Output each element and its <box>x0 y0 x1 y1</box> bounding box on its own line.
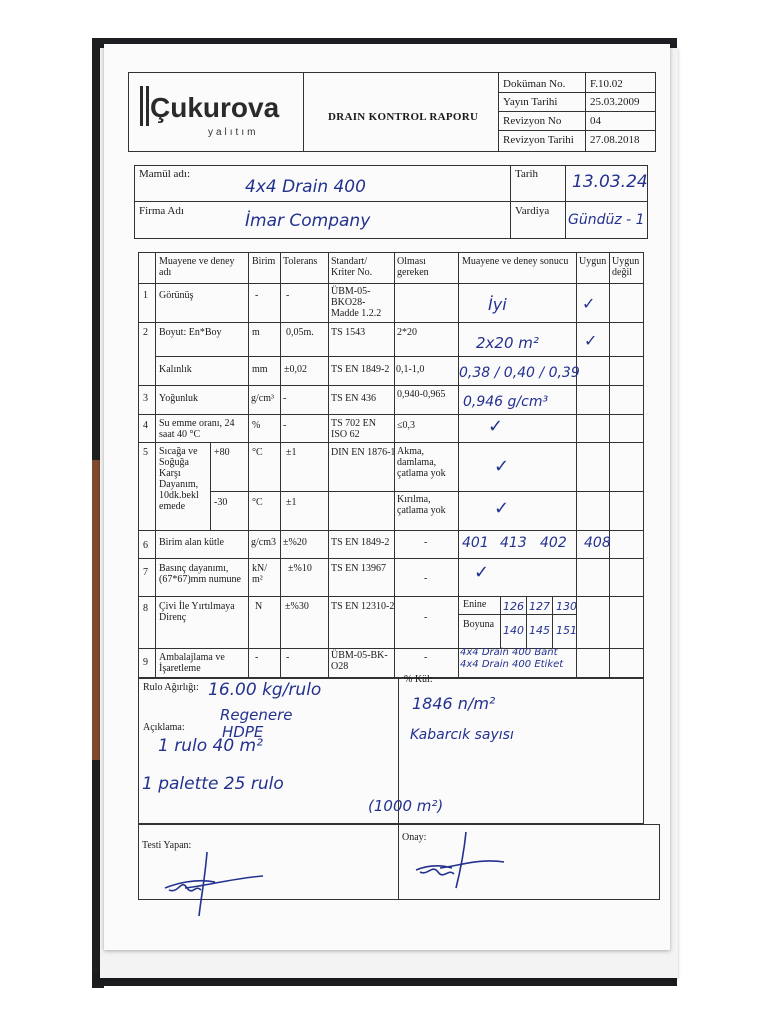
row-std: TS 1543 <box>331 327 366 338</box>
row-result-check: ✓ <box>488 416 504 437</box>
th-ok: Uygun <box>579 256 607 267</box>
temp-cold: -30 <box>214 497 228 508</box>
density-result-3: 402 <box>540 535 567 551</box>
row-std: TS EN 1849-2 <box>331 537 390 548</box>
header-row-line <box>498 111 656 112</box>
row-exp: ≤0,3 <box>397 420 415 431</box>
enine-value: 130 <box>556 600 577 613</box>
boyuna-value: 151 <box>556 624 577 637</box>
row-name: Kalınlık <box>159 364 192 375</box>
sub-col-line <box>526 596 527 648</box>
note-kabarcik: Kabarcık sayısı <box>410 727 514 743</box>
report-title: DRAIN KONTROL RAPORU <box>328 111 479 123</box>
row-exp-cold: Kırılma, çatlama yok <box>397 494 446 516</box>
row-tol: - <box>286 290 290 301</box>
th-result: Muayene ve deney sonucu <box>462 256 569 267</box>
doc-value-1: 25.03.2009 <box>590 96 640 108</box>
doc-label-3: Revizyon Tarihi <box>503 134 574 146</box>
row-unit: mm <box>252 364 268 375</box>
row-tol: ±%10 <box>288 563 312 574</box>
row-tol: ±%30 <box>285 601 309 612</box>
header-divider <box>303 72 304 152</box>
boyuna-value: 140 <box>503 624 524 637</box>
row-tol: ±0,02 <box>284 364 307 375</box>
row-unit: - <box>255 652 259 663</box>
row-line <box>138 442 644 443</box>
row-std: ÜBM-05-BK-O28 <box>331 650 388 672</box>
company-value: İmar Company <box>245 211 371 231</box>
note-count: 1846 n/m² <box>412 694 496 713</box>
note-hdpe: HDPE <box>222 723 264 741</box>
tester-label: Testi Yapan: <box>142 840 192 851</box>
col-line <box>328 252 329 678</box>
row-unit: °C <box>252 447 263 458</box>
row-name: Yoğunluk <box>159 393 198 404</box>
row-name: Sıcağa ve Soğuğa Karşı Dayanım, 10dk.bekl emede <box>159 446 199 512</box>
row-tol: - <box>286 652 290 663</box>
row-name: Görünüş <box>159 290 194 301</box>
th-unit: Birim <box>252 256 276 267</box>
th-not-ok: Uygun değil <box>612 256 640 278</box>
row-unit: % <box>252 420 261 431</box>
row-name: Su emme oranı, 24 saat 40 °C <box>159 418 235 440</box>
row-unit: - <box>255 290 259 301</box>
row-exp: - <box>424 612 428 623</box>
th-test: Muayene ve deney adı <box>159 256 235 278</box>
col-line <box>280 252 281 678</box>
row-exp: - <box>424 537 428 548</box>
row-no: 7 <box>143 567 148 578</box>
product-label: Mamül adı: <box>139 168 191 180</box>
row-exp: - <box>424 573 428 584</box>
row-no: 5 <box>143 447 148 458</box>
row-line <box>138 596 644 597</box>
row-std: TS EN 436 <box>331 393 376 404</box>
header-divider <box>585 72 586 152</box>
row-result: 0,946 g/cm³ <box>463 394 549 410</box>
row-no: 2 <box>143 327 148 338</box>
packing-result-1: 4x4 Drain 400 Bant <box>460 647 558 658</box>
row-tol: - <box>283 393 287 404</box>
row-no: 1 <box>143 290 148 301</box>
header-row-line <box>498 92 656 93</box>
col-line <box>609 252 610 678</box>
row-tol: ±1 <box>286 447 297 458</box>
header-divider <box>498 72 499 152</box>
sub-col-line <box>500 596 501 648</box>
th-standard: Standart/ Kriter No. <box>331 256 373 278</box>
doc-value-2: 04 <box>590 115 601 127</box>
row-ok-check: ✓ <box>582 294 596 313</box>
density-result-4: 408 <box>584 535 611 551</box>
tester-signature-icon <box>155 848 265 920</box>
col-line <box>394 252 395 678</box>
row-exp-hot: Akma, damlama, çatlama yok <box>397 446 446 479</box>
row-result: 2x20 m² <box>476 334 539 352</box>
ash-label: % Kül: <box>404 674 433 685</box>
row-std: ÜBM-05-BKO28-Madde 1.2.2 <box>331 286 382 319</box>
shift-value: Gündüz - 1 <box>568 212 645 228</box>
row-line <box>210 491 644 492</box>
signature-divider <box>398 824 399 900</box>
enine-label: Enine <box>463 599 487 610</box>
sub-col-line <box>552 596 553 648</box>
row-name: Ambalajlama ve İşaretleme <box>159 652 225 674</box>
shift-label: Vardiya <box>515 205 550 217</box>
row-name: Birim alan kütle <box>159 537 224 548</box>
note-rulo: 1 rulo 40 m² <box>158 736 263 756</box>
row-result: İyi <box>488 295 507 314</box>
row-ok-check: ✓ <box>584 331 598 350</box>
product-value: 4x4 Drain 400 <box>245 177 366 197</box>
row-std: TS EN 12310-2 <box>331 601 395 612</box>
company-label: Firma Adı <box>139 205 184 217</box>
row-no: 8 <box>143 603 148 614</box>
row-line <box>138 322 644 323</box>
row-exp: 0,940-0,965 <box>397 389 446 400</box>
temp-hot: +80 <box>214 447 230 458</box>
note-regenere: Regenere <box>220 706 293 724</box>
row-unit: kN/ m² <box>252 563 267 585</box>
row-line <box>138 648 644 649</box>
doc-value-0: F.10.02 <box>590 78 623 90</box>
packing-result-2: 4x4 Drain 400 Etiket <box>460 659 564 670</box>
row-no: 6 <box>143 540 148 551</box>
roll-weight-label: Rulo Ağırlığı: <box>143 682 199 693</box>
sub-col-line <box>210 442 211 530</box>
row-unit: °C <box>252 497 263 508</box>
info-divider <box>565 165 566 239</box>
row-std: DIN EN 1876-1 <box>331 447 396 458</box>
description-label: Açıklama: <box>143 722 185 733</box>
row-result: 0,38 / 0,40 / 0,39 <box>459 365 580 381</box>
approval-label: Onay: <box>402 832 427 843</box>
row-tol: - <box>283 420 287 431</box>
row-line <box>155 356 644 357</box>
col-line <box>155 252 156 678</box>
sub-row-line <box>458 614 576 615</box>
row-unit: g/cm3 <box>251 537 276 548</box>
doc-label-0: Doküman No. <box>503 78 566 90</box>
note-palet: 1 palette 25 rulo <box>142 774 284 794</box>
enine-value: 127 <box>529 600 550 613</box>
doc-value-3: 27.08.2018 <box>590 134 640 146</box>
density-result-1: 401 <box>462 535 489 551</box>
row-result-check: ✓ <box>494 498 510 519</box>
company-logo-sub: yalıtım <box>208 127 259 138</box>
row-name: Basınç dayanımı, (67*67)mm numune <box>159 563 241 585</box>
row-no: 3 <box>143 393 148 404</box>
info-divider <box>510 165 511 239</box>
boyuna-label: Boyuna <box>463 619 495 630</box>
row-line <box>138 530 644 531</box>
row-name: Boyut: En*Boy <box>159 327 222 338</box>
note-1000: (1000 m²) <box>368 797 444 815</box>
row-unit: m <box>252 327 260 338</box>
info-row-line <box>134 201 648 202</box>
row-exp: - <box>424 652 428 663</box>
row-result-check: ✓ <box>474 562 490 583</box>
roll-weight-value: 16.00 kg/rulo <box>208 680 322 700</box>
row-tol: ±%20 <box>283 537 307 548</box>
col-line <box>248 252 249 678</box>
enine-value: 126 <box>503 600 524 613</box>
row-tol: ±1 <box>286 497 297 508</box>
approver-signature-icon <box>408 828 508 892</box>
doc-label-1: Yayın Tarihi <box>503 96 558 108</box>
row-unit: g/cm³ <box>251 393 274 404</box>
doc-label-2: Revizyon No <box>503 115 562 127</box>
th-expected: Olması gereken <box>397 256 429 278</box>
row-std: TS EN 13967 <box>331 563 386 574</box>
density-result-2: 413 <box>500 535 527 551</box>
row-no: 9 <box>143 657 148 668</box>
row-result-check: ✓ <box>494 456 510 477</box>
row-exp: 2*20 <box>397 327 417 338</box>
header-row-line <box>498 130 656 131</box>
row-std: TS EN 1849-2 <box>331 364 390 375</box>
row-line <box>138 414 644 415</box>
boyuna-value: 145 <box>529 624 550 637</box>
row-tol: 0,05m. <box>286 327 314 338</box>
col-line <box>576 252 577 678</box>
row-line <box>138 283 644 284</box>
row-std: TS 702 EN ISO 62 <box>331 418 376 440</box>
row-exp: 0,1-1,0 <box>396 364 425 375</box>
row-line <box>138 558 644 559</box>
th-tolerance: Tolerans <box>283 256 318 267</box>
date-label: Tarih <box>515 168 539 180</box>
company-logo: Çukurova <box>150 92 280 123</box>
date-value: 13.03.24 <box>572 172 648 192</box>
row-unit: N <box>255 601 263 612</box>
row-no: 4 <box>143 420 148 431</box>
row-name: Çivi İle Yırtılmaya Direnç <box>159 601 235 623</box>
row-line <box>138 385 644 386</box>
